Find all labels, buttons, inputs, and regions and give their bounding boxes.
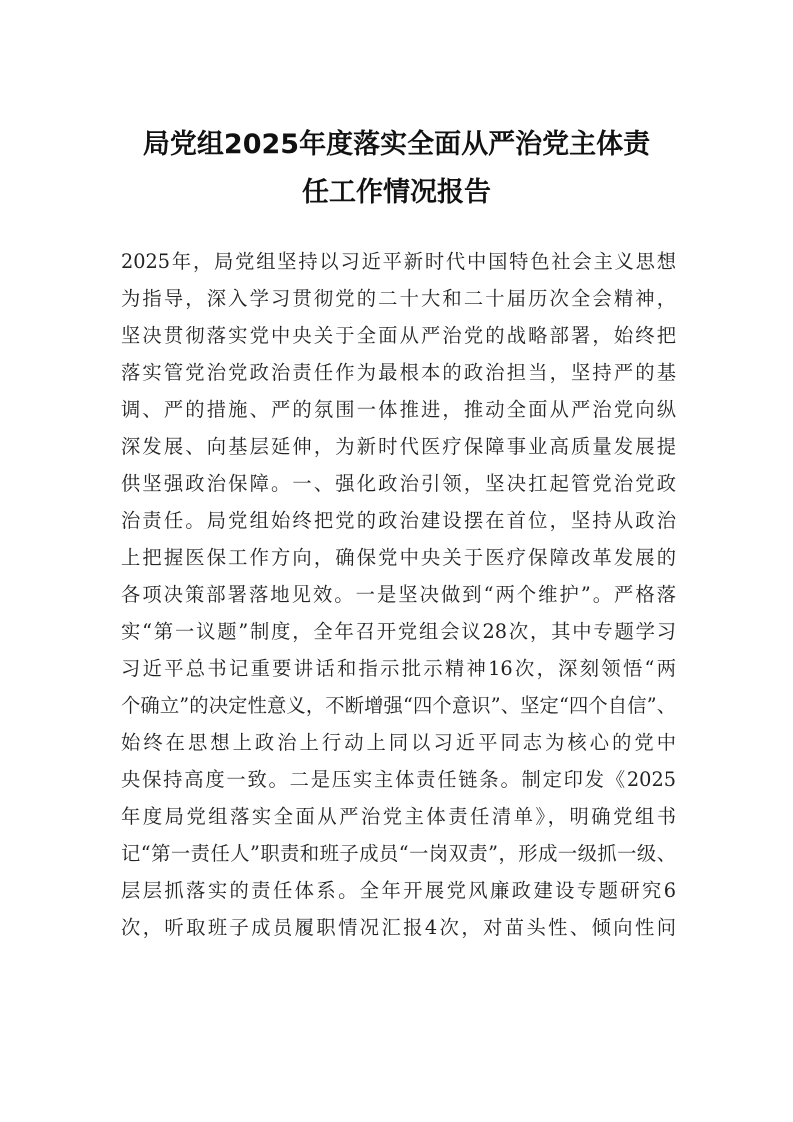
body-line: 始终在思想上政治上行动上同以习近平同志为核心的党中: [121, 731, 676, 754]
body-line: 次，听取班子成员履职情况汇报4次，对苗头性、倾向性问: [121, 916, 676, 939]
body-line: 2025年，局党组坚持以习近平新时代中国特色社会主义思想: [121, 250, 676, 273]
body-line: 深发展、向基层延伸，为新时代医疗保障事业高质量发展提: [121, 435, 676, 458]
body-line: 年度局党组落实全面从严治党主体责任清单》，明确党组书: [121, 805, 676, 828]
body-line: 各项决策部署落地见效。一是坚决做到“两个维护”。严格落: [121, 583, 676, 606]
body-line: 实“第一议题”制度，全年召开党组会议28次，其中专题学习: [121, 620, 676, 643]
body-line: 治责任。局党组始终把党的政治建设摆在首位，坚持从政治: [121, 509, 676, 532]
body-line: 层层抓落实的责任体系。全年开展党风廉政建设专题研究6: [121, 879, 676, 902]
body-line: 央保持高度一致。二是压实主体责任链条。制定印发《2025: [121, 768, 676, 791]
body-line: 供坚强政治保障。一、强化政治引领，坚决扛起管党治党政: [121, 472, 676, 495]
body-line: 上把握医保工作方向，确保党中央关于医疗保障改革发展的: [121, 546, 676, 569]
document-title-line-1: 局党组2025年度落实全面从严治党主体责: [142, 129, 651, 160]
body-line: 记“第一责任人”职责和班子成员“一岗双责”，形成一级抓一级、: [121, 842, 676, 865]
body-line: 坚决贯彻落实党中央关于全面从严治党的战略部署，始终把: [121, 324, 676, 347]
body-line: 个确立”的决定性意义，不断增强“四个意识”、坚定“四个自信”、: [121, 694, 676, 717]
document-title-line-2: 任工作情况报告: [302, 177, 491, 208]
body-line: 调、严的措施、严的氛围一体推进，推动全面从严治党向纵: [121, 398, 676, 421]
body-line: 落实管党治党政治责任作为最根本的政治担当，坚持严的基: [121, 361, 676, 384]
body-line: 为指导，深入学习贯彻党的二十大和二十届历次全会精神，: [121, 287, 676, 310]
body-line: 习近平总书记重要讲话和指示批示精神16次，深刻领悟“两: [121, 657, 676, 680]
